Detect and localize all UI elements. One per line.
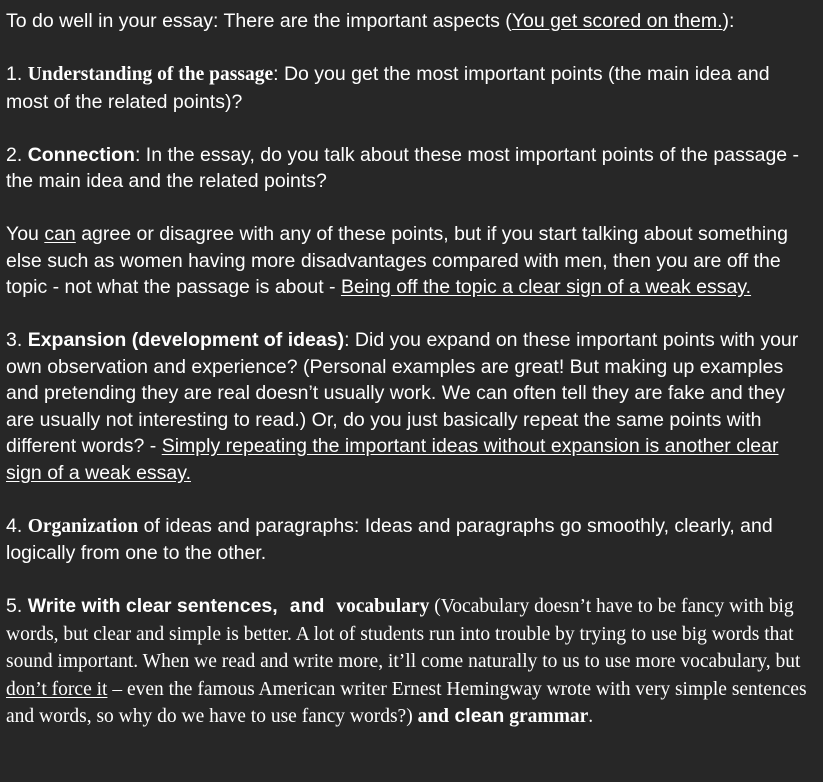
intro-paragraph: [6, 8, 811, 35]
point-term: and: [277, 596, 337, 618]
paragraph-gap: [6, 567, 811, 594]
point-text: : Do you get the most important points (the main idea and most of the related points)?: [6, 63, 770, 113]
point-term: vocabulary: [336, 596, 430, 617]
paragraph-gap: [6, 486, 811, 513]
point-term: and: [417, 706, 450, 727]
point-term: Expansion (development of ideas): [27, 329, 345, 351]
paragraph-gap: [6, 301, 811, 328]
point-organization: [6, 513, 811, 567]
scored-note: You get scored on them.: [511, 10, 723, 32]
point-number: 3.: [6, 329, 28, 351]
can-word: can: [44, 223, 76, 245]
point-writing: [6, 593, 811, 731]
point-end: .: [588, 706, 594, 727]
point-number: 2.: [6, 143, 28, 166]
intro-end: ):: [722, 10, 735, 32]
point-number: 5.: [6, 595, 28, 617]
point-term: Connection: [27, 143, 135, 166]
point-text: of ideas and paragraphs: Ideas and paragraphs go smoothly, clearly, and logically from one to the other.: [6, 514, 773, 564]
paragraph-gap: [6, 115, 811, 142]
paragraph-gap: [6, 35, 811, 62]
point-term: Organization: [27, 515, 139, 537]
weak-essay-sign: Simply repeating the important ideas without expansion is another clear sign of a weak essay.: [6, 435, 779, 484]
weak-essay-sign: Being off the topic a clear sign of a weak essay.: [340, 276, 752, 298]
connection-note: [6, 221, 811, 301]
point-term: clean: [449, 705, 505, 727]
point-term: Understanding of the passage: [27, 64, 274, 85]
note-text: agree or disagree with any of these points, but if you start talking about something else such as women having more disadvantages compared with men, then you are off the topic - not what the passage is about -: [6, 223, 788, 298]
dont-force-it: don’t force it: [6, 678, 108, 700]
point-number: 1.: [6, 63, 28, 85]
intro-text: To do well in your essay: There are the important aspects (: [6, 10, 512, 32]
point-text: : In the essay, do you talk about these most important points of the passage - the main idea and the related points?: [6, 143, 800, 192]
point-connection: [6, 142, 811, 195]
paragraph-gap: [6, 195, 811, 222]
note-text: You: [6, 223, 45, 245]
point-understanding: [6, 61, 811, 115]
point-term: grammar: [504, 706, 589, 727]
point-expansion: [6, 327, 811, 486]
point-number: 4.: [6, 514, 28, 537]
point-text: : Did you expand on these important points with your own observation and experience? (Personal examples are great! But making up examples and pretending they are real doesn’t usually work. We can often tell they are fake and they are usually not interesting to read.) Or, do you just basically repeat the same points with different words? -: [6, 329, 799, 457]
point-text: – even the famous American writer Ernest Hemingway wrote with very simple sentences and words, so why do we have to use fancy words?): [6, 678, 807, 727]
point-text: (Vocabulary doesn’t have to be fancy with big words, but clear and simple is better. A lot of students run into trouble by trying to use big words that sound important. When we read and write more, it’ll come naturally to us to use more vocabulary, but: [6, 596, 801, 672]
point-term: Write with clear sentences,: [27, 595, 278, 617]
